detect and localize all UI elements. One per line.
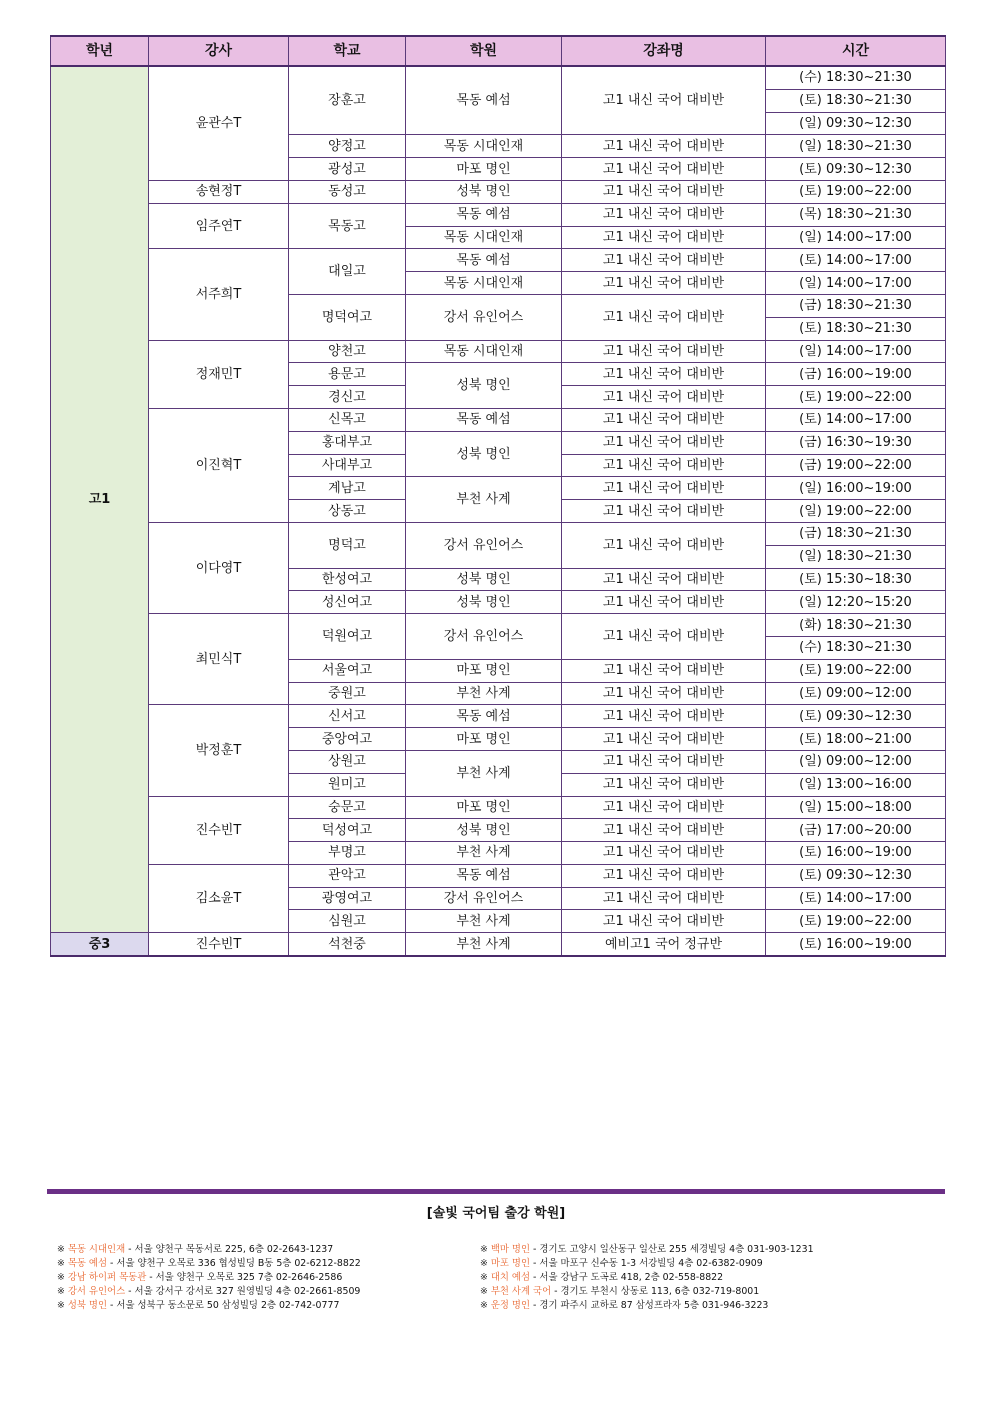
academy-info: - 경기도 부천시 상동로 113, 6층 032-719-8001: [551, 1286, 760, 1297]
academy-cell: 목동 시대인재: [406, 272, 562, 295]
course-cell: 예비고1 국어 정규반: [562, 933, 766, 956]
time-cell: (일) 18:30~21:30: [766, 135, 946, 158]
list-item: ※ 대치 예섬 - 서울 강남구 도곡로 418, 2층 02-558-8822: [480, 1272, 724, 1283]
time-cell: (일) 14:00~17:00: [766, 272, 946, 295]
school-cell: 상동고: [289, 500, 406, 523]
academy-cell: 목동 예섬: [406, 408, 562, 431]
school-cell: 장훈고: [289, 66, 406, 135]
academy-info: - 경기 파주시 교하로 87 삼성프라자 5층 031-946-3223: [530, 1300, 769, 1311]
academy-cell: 마포 명인: [406, 158, 562, 181]
school-cell: 광성고: [289, 158, 406, 181]
teacher-cell: 진수빈T: [149, 933, 289, 956]
academy-cell: 성북 명인: [406, 363, 562, 409]
academy-name: 마포 명인: [490, 1258, 531, 1269]
school-cell: 사대부고: [289, 454, 406, 477]
school-cell: 양정고: [289, 135, 406, 158]
academy-name: 대치 예섬: [490, 1272, 531, 1283]
header-time: 시간: [766, 36, 946, 66]
course-cell: 고1 내신 국어 대비반: [562, 568, 766, 591]
school-cell: 상원고: [289, 750, 406, 773]
grade-cell: 중3: [51, 933, 149, 956]
academy-name: 성북 명인: [67, 1300, 108, 1311]
academy-cell: 마포 명인: [406, 659, 562, 682]
course-cell: 고1 내신 국어 대비반: [562, 203, 766, 226]
time-cell: (토) 09:00~12:00: [766, 682, 946, 705]
course-cell: 고1 내신 국어 대비반: [562, 842, 766, 865]
academy-cell: 부천 사계: [406, 933, 562, 956]
time-cell: (토) 19:00~22:00: [766, 659, 946, 682]
school-cell: 양천고: [289, 340, 406, 363]
course-cell: 고1 내신 국어 대비반: [562, 249, 766, 272]
academy-name: 목동 예섬: [67, 1258, 108, 1269]
school-cell: 용문고: [289, 363, 406, 386]
course-cell: 고1 내신 국어 대비반: [562, 272, 766, 295]
academy-info: - 서울 강서구 강서로 327 원영빌딩 4층 02-2661-8509: [125, 1286, 361, 1297]
time-cell: (토) 09:30~12:30: [766, 705, 946, 728]
academy-cell: 성북 명인: [406, 568, 562, 591]
list-item: ※ 부천 사계 국어 - 경기도 부천시 상동로 113, 6층 032-719-8001: [480, 1286, 760, 1297]
course-cell: 고1 내신 국어 대비반: [562, 750, 766, 773]
course-cell: 고1 내신 국어 대비반: [562, 864, 766, 887]
academy-cell: 목동 예섬: [406, 203, 562, 226]
course-cell: 고1 내신 국어 대비반: [562, 614, 766, 660]
school-cell: 서울여고: [289, 659, 406, 682]
table-row: [51, 408, 946, 431]
list-item: ※ 백마 명인 - 경기도 고양시 일산동구 일산로 255 세경빌딩 4층 031-903-1231: [480, 1244, 814, 1255]
table-row: [51, 180, 946, 203]
academy-info: - 서울 마포구 신수동 1-3 서강빌딩 4층 02-6382-0909: [530, 1258, 763, 1269]
school-cell: 동성고: [289, 180, 406, 203]
time-cell: (토) 14:00~17:00: [766, 887, 946, 910]
footer-title: [솔빛 국어팀 출강 학원]: [426, 1206, 566, 1221]
school-cell: 숭문고: [289, 796, 406, 819]
teacher-cell: 이진혁T: [149, 408, 289, 522]
teacher-cell: 김소윤T: [149, 864, 289, 932]
time-cell: (목) 18:30~21:30: [766, 203, 946, 226]
header-row: [51, 36, 946, 66]
course-cell: 고1 내신 국어 대비반: [562, 477, 766, 500]
time-cell: (토) 15:30~18:30: [766, 568, 946, 591]
course-cell: 고1 내신 국어 대비반: [562, 408, 766, 431]
time-cell: (일) 19:00~22:00: [766, 500, 946, 523]
academy-cell: 성북 명인: [406, 180, 562, 203]
time-cell: (일) 14:00~17:00: [766, 340, 946, 363]
table-row: [51, 933, 946, 956]
academy-list-left: [57, 1243, 361, 1313]
course-cell: 고1 내신 국어 대비반: [562, 910, 766, 933]
course-cell: 고1 내신 국어 대비반: [562, 500, 766, 523]
time-cell: (일) 09:00~12:00: [766, 750, 946, 773]
course-cell: 고1 내신 국어 대비반: [562, 682, 766, 705]
teacher-cell: 진수빈T: [149, 796, 289, 864]
time-cell: (금) 17:00~20:00: [766, 819, 946, 842]
time-cell: (일) 12:20~15:20: [766, 591, 946, 614]
table-row: [51, 705, 946, 728]
school-cell: 명덕고: [289, 522, 406, 568]
school-cell: 중원고: [289, 682, 406, 705]
academy-name: 강서 유인어스: [67, 1286, 126, 1297]
teacher-cell: 최민식T: [149, 614, 289, 705]
time-cell: (토) 09:30~12:30: [766, 864, 946, 887]
course-cell: 고1 내신 국어 대비반: [562, 226, 766, 249]
table-row: [51, 796, 946, 819]
course-cell: 고1 내신 국어 대비반: [562, 431, 766, 454]
academy-name: 운정 명인: [490, 1300, 531, 1311]
academy-info: - 서울 양천구 목동서로 225, 6층 02-2643-1237: [125, 1244, 334, 1255]
course-cell: 고1 내신 국어 대비반: [562, 819, 766, 842]
academy-cell: 성북 명인: [406, 431, 562, 477]
teacher-cell: 박정훈T: [149, 705, 289, 796]
academy-cell: 목동 예섬: [406, 249, 562, 272]
course-cell: 고1 내신 국어 대비반: [562, 887, 766, 910]
time-cell: (토) 19:00~22:00: [766, 180, 946, 203]
course-cell: 고1 내신 국어 대비반: [562, 705, 766, 728]
academy-cell: 부천 사계: [406, 910, 562, 933]
academy-name: 부천 사계 국어: [490, 1286, 552, 1297]
time-cell: (수) 18:30~21:30: [766, 636, 946, 659]
course-cell: 고1 내신 국어 대비반: [562, 66, 766, 135]
academy-cell: 목동 예섬: [406, 66, 562, 135]
table-row: [51, 864, 946, 887]
school-cell: 중앙여고: [289, 728, 406, 751]
academy-name: 백마 명인: [490, 1244, 531, 1255]
course-cell: 고1 내신 국어 대비반: [562, 294, 766, 340]
academy-cell: 마포 명인: [406, 796, 562, 819]
teacher-cell: 송현정T: [149, 180, 289, 203]
list-item: ※ 목동 예섬 - 서울 양천구 오목로 336 협성빌딩 B동 5층 02-6212-8822: [57, 1258, 361, 1269]
school-cell: 덕성여고: [289, 819, 406, 842]
teacher-cell: 임주연T: [149, 203, 289, 249]
course-cell: 고1 내신 국어 대비반: [562, 796, 766, 819]
header-school: 학교: [289, 36, 406, 66]
academy-cell: 부천 사계: [406, 842, 562, 865]
time-cell: (금) 16:00~19:00: [766, 363, 946, 386]
academy-cell: 목동 시대인재: [406, 340, 562, 363]
academy-cell: 강서 유인어스: [406, 887, 562, 910]
academy-cell: 목동 예섬: [406, 864, 562, 887]
list-item: ※ 강서 유인어스 - 서울 강서구 강서로 327 원영빌딩 4층 02-2661-8509: [57, 1286, 361, 1297]
header-teacher: 강사: [149, 36, 289, 66]
header-academy: 학원: [406, 36, 562, 66]
time-cell: (일) 09:30~12:30: [766, 112, 946, 135]
table-row: [51, 203, 946, 226]
school-cell: 원미고: [289, 773, 406, 796]
academy-cell: 성북 명인: [406, 591, 562, 614]
time-cell: (일) 18:30~21:30: [766, 545, 946, 568]
school-cell: 신서고: [289, 705, 406, 728]
course-cell: 고1 내신 국어 대비반: [562, 454, 766, 477]
course-cell: 고1 내신 국어 대비반: [562, 728, 766, 751]
course-cell: 고1 내신 국어 대비반: [562, 340, 766, 363]
time-cell: (수) 18:30~21:30: [766, 66, 946, 89]
time-cell: (금) 18:30~21:30: [766, 522, 946, 545]
schedule-table: [50, 35, 946, 957]
academy-cell: 목동 예섬: [406, 705, 562, 728]
table-row: [51, 614, 946, 637]
table-row: [51, 522, 946, 545]
course-cell: 고1 내신 국어 대비반: [562, 522, 766, 568]
academy-info: - 서울 양천구 오목로 336 협성빌딩 B동 5층 02-6212-8822: [107, 1258, 361, 1269]
teacher-cell: 윤관수T: [149, 66, 289, 180]
time-cell: (토) 18:30~21:30: [766, 89, 946, 112]
teacher-cell: 정재민T: [149, 340, 289, 408]
time-cell: (일) 14:00~17:00: [766, 226, 946, 249]
academy-cell: 부천 사계: [406, 750, 562, 796]
header-grade: 학년: [51, 36, 149, 66]
course-cell: 고1 내신 국어 대비반: [562, 135, 766, 158]
time-cell: (토) 14:00~17:00: [766, 408, 946, 431]
course-cell: 고1 내신 국어 대비반: [562, 158, 766, 181]
course-cell: 고1 내신 국어 대비반: [562, 386, 766, 409]
academy-name: 목동 시대인재: [67, 1244, 126, 1255]
grade-cell: 고1: [51, 66, 149, 933]
table-row: [51, 66, 946, 89]
table-row: [51, 249, 946, 272]
school-cell: 덕원여고: [289, 614, 406, 660]
school-cell: 부명고: [289, 842, 406, 865]
school-cell: 계남고: [289, 477, 406, 500]
academy-cell: 목동 시대인재: [406, 135, 562, 158]
time-cell: (금) 18:30~21:30: [766, 294, 946, 317]
time-cell: (일) 16:00~19:00: [766, 477, 946, 500]
school-cell: 신목고: [289, 408, 406, 431]
school-cell: 관악고: [289, 864, 406, 887]
time-cell: (토) 19:00~22:00: [766, 910, 946, 933]
time-cell: (토) 09:30~12:30: [766, 158, 946, 181]
time-cell: (토) 18:00~21:00: [766, 728, 946, 751]
list-item: ※ 성북 명인 - 서울 성북구 동소문로 50 삼성빌딩 2층 02-742-0777: [57, 1300, 340, 1311]
academy-cell: 부천 사계: [406, 477, 562, 523]
course-cell: 고1 내신 국어 대비반: [562, 591, 766, 614]
course-cell: 고1 내신 국어 대비반: [562, 773, 766, 796]
school-cell: 광영여고: [289, 887, 406, 910]
list-item: ※ 마포 명인 - 서울 마포구 신수동 1-3 서강빌딩 4층 02-6382-0909: [480, 1258, 763, 1269]
academy-cell: 목동 시대인재: [406, 226, 562, 249]
time-cell: (금) 16:30~19:30: [766, 431, 946, 454]
school-cell: 목동고: [289, 203, 406, 249]
time-cell: (화) 18:30~21:30: [766, 614, 946, 637]
course-cell: 고1 내신 국어 대비반: [562, 180, 766, 203]
academy-list-right: [480, 1243, 814, 1313]
academy-name: 강남 하이퍼 목동관: [67, 1272, 147, 1283]
course-cell: 고1 내신 국어 대비반: [562, 659, 766, 682]
time-cell: (토) 19:00~22:00: [766, 386, 946, 409]
table-row: [51, 340, 946, 363]
school-cell: 한성여고: [289, 568, 406, 591]
time-cell: (토) 16:00~19:00: [766, 933, 946, 956]
list-item: ※ 운정 명인 - 경기 파주시 교하로 87 삼성프라자 5층 031-946-3223: [480, 1300, 769, 1311]
time-cell: (토) 18:30~21:30: [766, 317, 946, 340]
academy-cell: 강서 유인어스: [406, 522, 562, 568]
school-cell: 성신여고: [289, 591, 406, 614]
academy-cell: 성북 명인: [406, 819, 562, 842]
school-cell: 심원고: [289, 910, 406, 933]
time-cell: (일) 13:00~16:00: [766, 773, 946, 796]
list-item: ※ 강남 하이퍼 목동관 - 서울 양천구 오목로 325 7층 02-2646-2586: [57, 1272, 343, 1283]
academy-cell: 강서 유인어스: [406, 614, 562, 660]
time-cell: (일) 15:00~18:00: [766, 796, 946, 819]
header-course: 강좌명: [562, 36, 766, 66]
academy-cell: 강서 유인어스: [406, 294, 562, 340]
academy-info: - 서울 강남구 도곡로 418, 2층 02-558-8822: [530, 1272, 724, 1283]
footer-divider: [47, 1189, 945, 1194]
academy-info: - 서울 양천구 오목로 325 7층 02-2646-2586: [146, 1272, 343, 1283]
academy-info: - 경기도 고양시 일산동구 일산로 255 세경빌딩 4층 031-903-1231: [530, 1244, 814, 1255]
academy-cell: 부천 사계: [406, 682, 562, 705]
academy-cell: 마포 명인: [406, 728, 562, 751]
school-cell: 경신고: [289, 386, 406, 409]
time-cell: (토) 16:00~19:00: [766, 842, 946, 865]
teacher-cell: 이다영T: [149, 522, 289, 613]
school-cell: 대일고: [289, 249, 406, 295]
school-cell: 명덕여고: [289, 294, 406, 340]
school-cell: 석천중: [289, 933, 406, 956]
academy-info: - 서울 성북구 동소문로 50 삼성빌딩 2층 02-742-0777: [107, 1300, 340, 1311]
time-cell: (토) 14:00~17:00: [766, 249, 946, 272]
time-cell: (금) 19:00~22:00: [766, 454, 946, 477]
course-cell: 고1 내신 국어 대비반: [562, 363, 766, 386]
school-cell: 홍대부고: [289, 431, 406, 454]
list-item: ※ 목동 시대인재 - 서울 양천구 목동서로 225, 6층 02-2643-1237: [57, 1244, 334, 1255]
teacher-cell: 서주희T: [149, 249, 289, 340]
